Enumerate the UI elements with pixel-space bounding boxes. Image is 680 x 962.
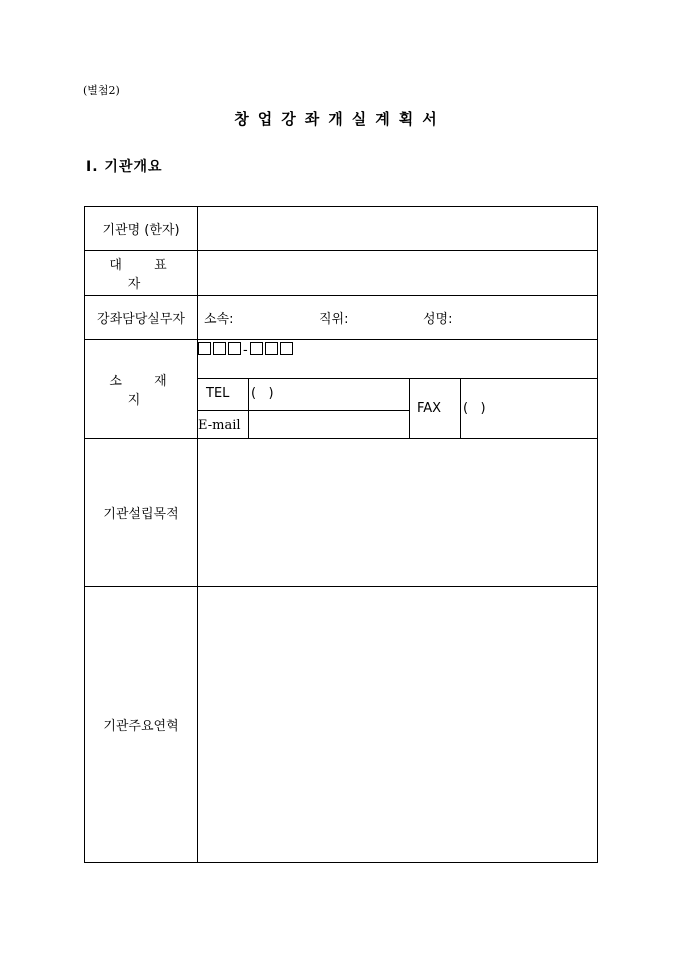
section-heading: Ⅰ. 기관개요 [86, 159, 163, 175]
zip-code-boxes[interactable] [198, 342, 295, 358]
fax-input[interactable]: ( ) [463, 401, 486, 416]
representative-label [85, 251, 198, 296]
tel-input[interactable]: ( ) [251, 386, 274, 401]
address-label [85, 340, 198, 439]
affiliation-label[interactable]: 소속: [204, 312, 234, 327]
history-label: 기관주요연혁 [85, 587, 198, 863]
manager-label: 강좌담당실무자 [85, 296, 198, 340]
org-name-input[interactable] [198, 207, 598, 251]
zip-box[interactable] [250, 342, 263, 355]
org-overview-table [84, 206, 598, 863]
manager-cell [198, 296, 598, 340]
zip-box[interactable] [265, 342, 278, 355]
fax-label: FAX [417, 401, 442, 416]
representative-label-text: 대 표 자 [109, 258, 181, 292]
representative-input[interactable] [198, 251, 598, 296]
history-input[interactable] [198, 587, 598, 863]
name-label[interactable]: 성명: [423, 312, 453, 327]
zip-box[interactable] [228, 342, 241, 355]
attachment-label: (별첨2) [83, 84, 120, 97]
address-label-text: 소 재 지 [109, 374, 181, 408]
email-label: E-mail [198, 418, 241, 433]
purpose-input[interactable] [198, 439, 598, 587]
address-cell [198, 340, 598, 439]
email-input[interactable] [250, 412, 408, 437]
tel-label: TEL [206, 386, 230, 401]
purpose-label: 기관설립목적 [85, 439, 198, 587]
page-title: 창업강좌개실계획서 [234, 110, 446, 128]
zip-box[interactable] [198, 342, 211, 355]
zip-box[interactable] [213, 342, 226, 355]
position-label[interactable]: 직위: [319, 312, 349, 327]
org-name-label: 기관명 (한자) [85, 207, 198, 251]
zip-box[interactable] [280, 342, 293, 355]
zip-dash: - [243, 343, 248, 358]
